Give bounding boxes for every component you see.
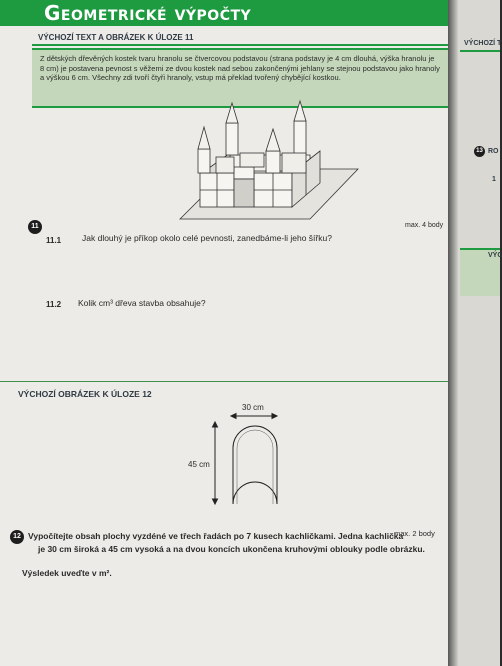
chapter-banner: [0, 0, 452, 26]
task-11-max-points: max. 4 body: [405, 222, 444, 229]
task-12-result-instruction: Výsledek uveďte v m².: [22, 568, 112, 578]
right-page-heading-2: RO: [488, 148, 499, 155]
right-page-heading-1: VÝCHOZÍ T: [464, 40, 502, 47]
tile-width-label: 30 cm: [242, 403, 264, 412]
task-11-1-number: 11.1: [46, 236, 62, 245]
section-11-text: Z dětských dřevěných kostek tvaru hranolu se čtvercovou podstavou (strana podstavy je 4 cm dlouhá, výška hranolu je 8 cm) je postavena pevnost s věžemi ze dvou kostek nad sebou zakončenými jehlany se stejnou podstavou jako hranoly a výškou 6 cm. Všechny zdi tvoří čtyři hranoly, vstup má překlad tvořený chybějící kostkou.: [40, 54, 440, 83]
section-11-rule: [32, 44, 452, 46]
section-12-title: VÝCHOZÍ OBRÁZEK K ÚLOZE 12: [18, 389, 152, 399]
fortress-illustration: [170, 95, 360, 223]
task-11-2-question: Kolik cm³ dřeva stavba obsahuje?: [78, 298, 206, 308]
right-page-edge: [448, 0, 500, 666]
right-page-badge: 13: [474, 146, 485, 157]
task-12-number-badge: 12: [10, 530, 24, 544]
chapter-title: Geometrické výpočty: [44, 1, 252, 25]
right-page-rule-1: [460, 50, 500, 52]
task-12-line-1: Vypočítejte obsah plochy vyzdéné ve třech řadách po 7 kusech kachličkami. Jedna kachlička: [28, 531, 404, 541]
task-12-max-points: max. 2 body: [394, 529, 435, 538]
right-page-heading-3: VÝC: [488, 252, 502, 259]
tile-height-label: 45 cm: [188, 460, 210, 469]
task-12-line-2: je 30 cm široká a 45 cm vysoká a na dvou koncích ukončena kruhovými oblouky podle obrázku.: [38, 544, 425, 554]
right-page-number: 1: [492, 176, 496, 183]
section-11-title: VÝCHOZÍ TEXT A OBRÁZEK K ÚLOZE 11: [38, 33, 194, 42]
tile-diagram: [185, 400, 295, 508]
task-11-1-question: Jak dlouhý je příkop okolo celé pevnosti, zanedbáme-li jeho šířku?: [82, 233, 332, 243]
task-11-2-number: 11.2: [46, 300, 62, 309]
task-11-number-badge: 11: [28, 220, 42, 234]
section-divider: [0, 381, 452, 382]
